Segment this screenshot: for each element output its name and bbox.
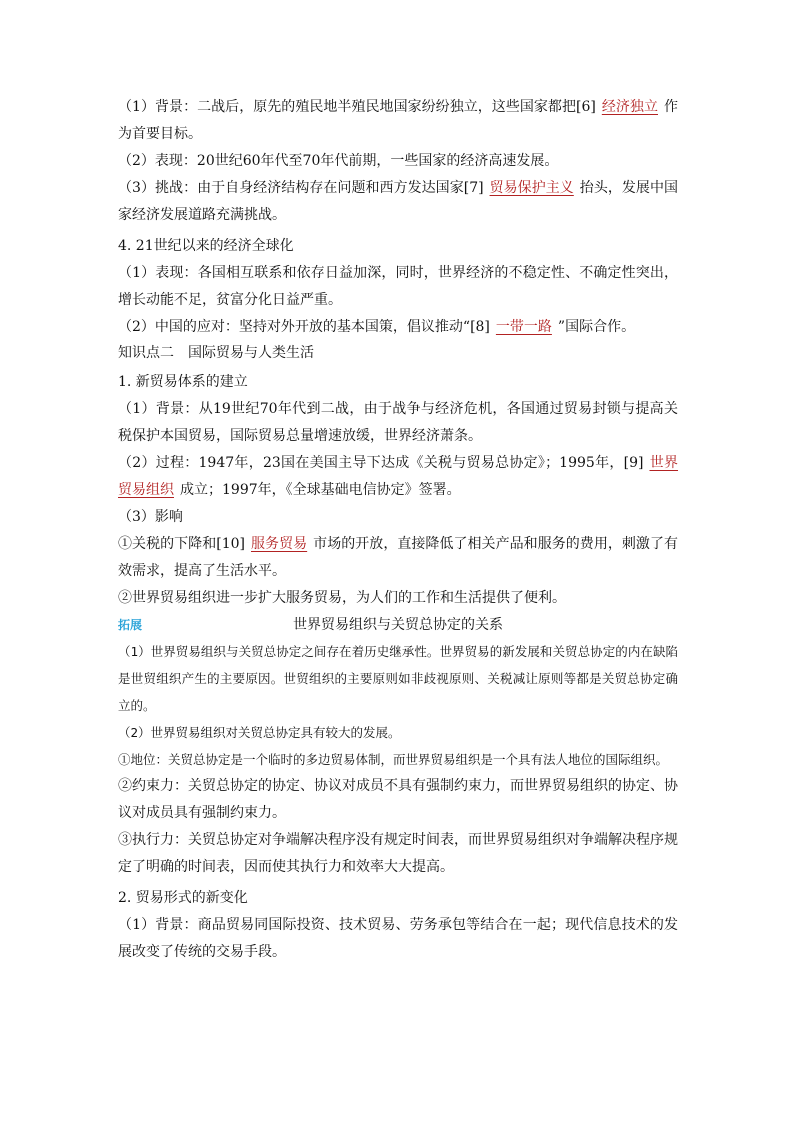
extension-paragraph-3: ①地位：关贸总协定是一个临时的多边贸易体制，而世界贸易组织是一个具有法人地位的国际组织。 [118, 752, 669, 767]
paragraph-impact-heading: （3）影响 [118, 509, 183, 525]
paragraph-trade-process: （2）过程：1947年，23国在美国主导下达成《关税与贸易总协定》；1995年，[9] 世界贸易组织 成立；1997年，《全球基础电信协定》签署。 [118, 455, 679, 498]
paragraph-impact-2: ②世界贸易组织进一步扩大服务贸易，为人们的工作和生活提供了便利。 [118, 590, 566, 606]
paragraph-impact-1: ①关税的下降和[10] 服务贸易 市场的开放，直接降低了相关产品和服务的费用，刺激了有效需求，提高了生活水平。 [118, 536, 678, 579]
knowledge-point-2-heading: 知识点二 国际贸易与人类生活 [118, 345, 314, 361]
paragraph-trade-background: （1）背景：从19世纪70年代到二战，由于战争与经济危机，各国通过贸易封锁与提高关税保护本国贸易，国际贸易总量增速放缓，世界经济萧条。 [118, 401, 678, 444]
paragraph-performance: （2）表现：20世纪60年代至70年代前期，一些国家的经济高速发展。 [118, 153, 559, 169]
answer-9: 世界贸易组织 [118, 455, 679, 498]
extension-paragraph-1: （1）世界贸易组织与关贸总协定之间存在着历史继承性。世界贸易的新发展和关贸总协定的内在缺陷是世贸组织产生的主要原因。世贸组织的主要原则如非歧视原则、关税减让原则等都是关贸总协定确立的。 [118, 644, 678, 713]
section-heading-4: 4. 21世纪以来的经济全球化 [118, 238, 294, 254]
extension-tag: 拓展 [118, 618, 143, 632]
section-heading-1: 1. 新贸易体系的建立 [118, 374, 248, 390]
paragraph-new-trade-background: （1）背景：商品贸易同国际投资、技术贸易、劳务承包等结合在一起；现代信息技术的发展改变了传统的交易手段。 [118, 917, 678, 960]
paragraph-challenge: （3）挑战：由于自身经济结构存在问题和西方发达国家[7] 贸易保护主义 抬头，发展中国家经济发展道路充满挑战。 [118, 180, 678, 223]
answer-6: 经济独立 [601, 99, 658, 115]
extension-title: 世界贸易组织与关贸总协定的关系 [293, 617, 503, 633]
extension-paragraph-4: ②约束力：关贸总协定的协定、协议对成员不具有强制约束力，而世界贸易组织的协定、协议对成员具有强制约束力。 [118, 778, 678, 821]
paragraph-21c-performance: （1）表现：各国相互联系和依存日益加深，同时，世界经济的不稳定性、不确定性突出，增长动能不足，贫富分化日益严重。 [118, 265, 678, 308]
extension-header [118, 612, 678, 638]
paragraph-china-response: （2）中国的应对：坚持对外开放的基本国策，倡议推动“[8] 一带一路 ”国际合作。 [118, 319, 636, 335]
answer-7: 贸易保护主义 [489, 180, 574, 196]
document-page [118, 94, 678, 966]
extension-paragraph-5: ③执行力：关贸总协定对争端解决程序没有规定时间表，而世界贸易组织对争端解决程序规定了明确的时间表，因而使其执行力和效率大大提高。 [118, 832, 678, 875]
answer-8: 一带一路 [495, 319, 552, 335]
answer-10: 服务贸易 [250, 536, 308, 552]
section-heading-2: 2. 贸易形式的新变化 [118, 890, 248, 906]
extension-paragraph-2: （2）世界贸易组织对关贸总协定具有较大的发展。 [118, 725, 401, 740]
paragraph-background-1: （1）背景：二战后，原先的殖民地半殖民地国家纷纷独立，这些国家都把[6] 经济独立 作为首要目标。 [118, 99, 678, 142]
